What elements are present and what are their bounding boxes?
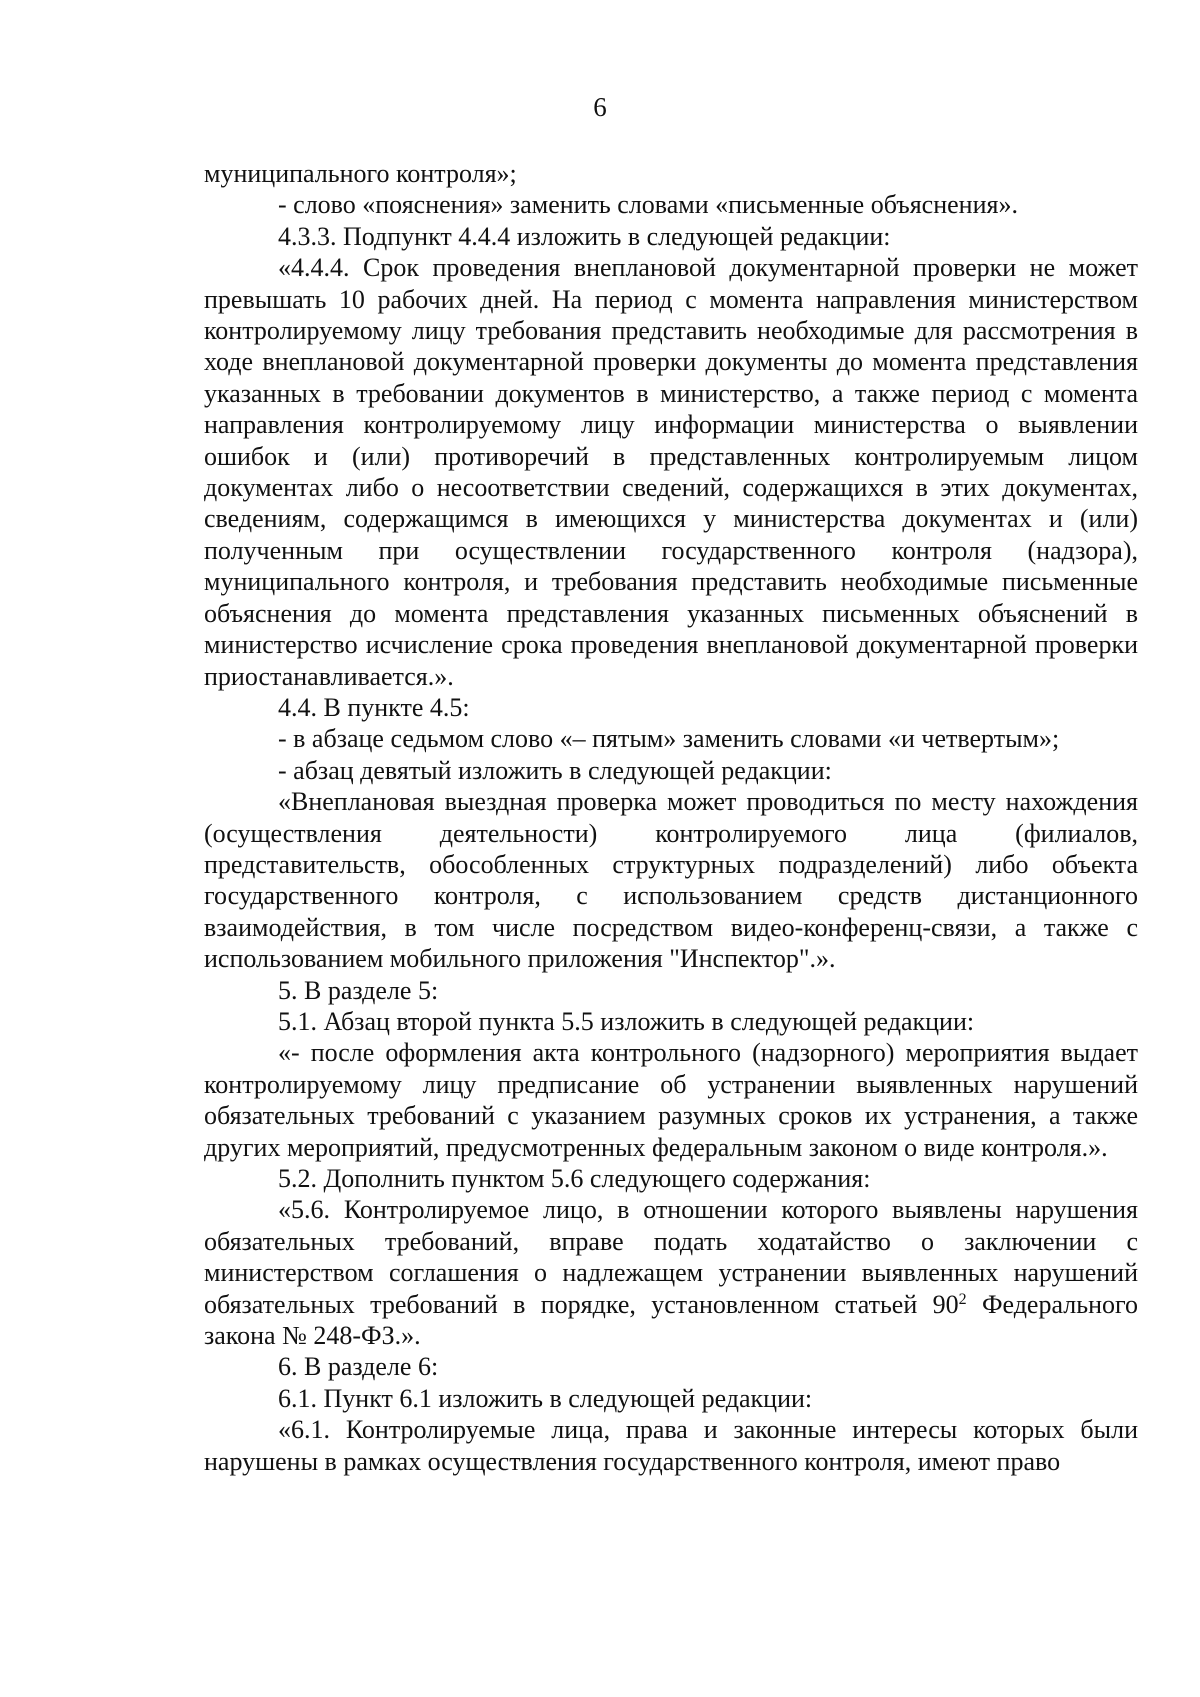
paragraph: «4.4.4. Срок проведения внеплановой документарной проверки не может превышать 10 рабочих дней. На период с момента направления министерством контролируемому лицу требования представить необходимые для рассмотрения в ходе внеплановой документарной проверки документы до момента представления указанных в требовании документов в министерство, а также период с момента направления контролируемому лицу информации министерства о выявлении ошибок и (или) противоречий в представленных контролируемым лицом документах либо о несоответствии сведений, содержащихся в этих документах, сведениям, содержащимся в имеющихся у министерства документах и (или) полученным при осуществлении государственного контроля (надзора), муниципального контроля, и требования представить необходимые письменные объяснения до момента представления указанных письменных объяснений в министерство исчисление срока проведения внеплановой документарной проверки приостанавливается.». xyxy=(204,253,1138,691)
paragraph: - в абзаце седьмом слово «– пятым» заменить словами «и четвертым»; xyxy=(278,724,1060,754)
paragraph: «Внеплановая выездная проверка может проводиться по месту нахождения (осуществления деятельности) контролируемого лица (филиалов, представительств, обособленных структурных подразделений) либо объекта государственного контроля, с использованием средств дистанционного взаимодействия, в том числе посредством видео-конференц-связи, а также с использованием мобильного приложения "Инспектор".». xyxy=(204,787,1138,974)
paragraph: 4.3.3. Подпункт 4.4.4 изложить в следующей редакции: xyxy=(278,221,891,251)
paragraph: 6. В разделе 6: xyxy=(278,1352,439,1382)
paragraph-text: «5.6. Контролируемое лицо, в отношении которого выявлены нарушения обязательных требований, вправе подать ходатайство о заключении с министерством соглашения о надлежащем устранении выявленных нарушений обязательных требований в порядке, установленном статьей 90 xyxy=(204,1195,1138,1319)
paragraph: «6.1. Контролируемые лица, права и законные интересы которых были нарушены в рамках осуществления государственного контроля, имеют право xyxy=(204,1415,1138,1476)
paragraph: - абзац девятый изложить в следующей редакции: xyxy=(278,755,832,785)
document-body xyxy=(204,158,1138,1477)
page-number: 6 xyxy=(593,92,607,122)
paragraph: - слово «пояснения» заменить словами «письменные объяснения». xyxy=(278,190,1018,220)
paragraph: «- после оформления акта контрольного (надзорного) мероприятия выдает контролируемому лицу предписание об устранении выявленных нарушений обязательных требований с указанием разумных сроков их устранения, а также других мероприятий, предусмотренных федеральным законом о виде контроля.». xyxy=(204,1038,1138,1162)
paragraph: 4.4. В пункте 4.5: xyxy=(278,692,470,722)
paragraph xyxy=(204,1194,1138,1351)
paragraph: 5. В разделе 5: xyxy=(278,975,439,1005)
paragraph-text: Федерального закона № 248-ФЗ.». xyxy=(204,1289,1138,1351)
paragraph: 5.2. Дополнить пунктом 5.6 следующего содержания: xyxy=(278,1164,871,1193)
paragraph: 5.1. Абзац второй пункта 5.5 изложить в следующей редакции: xyxy=(278,1006,975,1036)
superscript: 2 xyxy=(958,1290,967,1308)
paragraph: муниципального контроля»; xyxy=(204,159,517,188)
paragraph: 6.1. Пункт 6.1 изложить в следующей редакции: xyxy=(278,1383,813,1413)
